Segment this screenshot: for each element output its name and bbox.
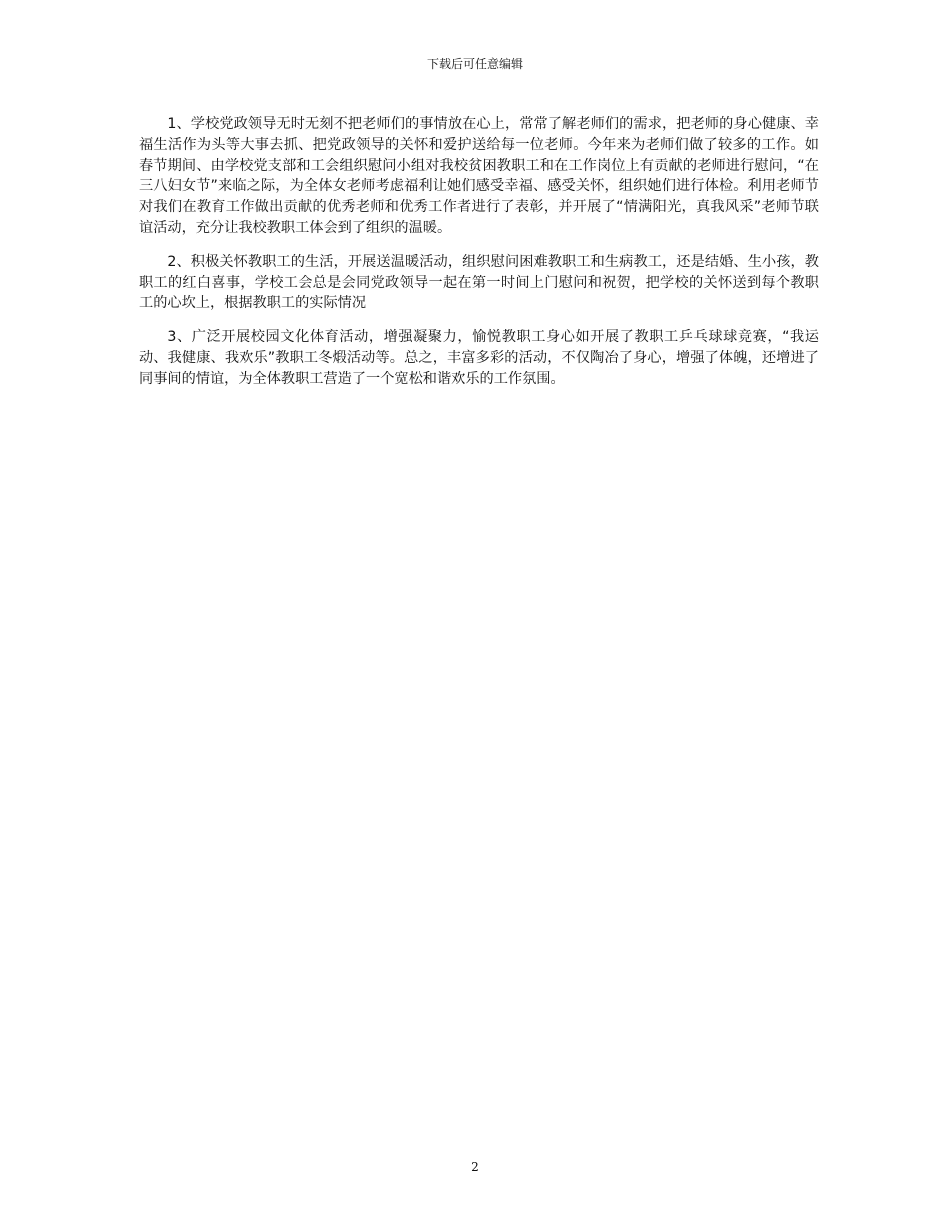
document-body <box>139 114 819 403</box>
page-header: 下载后可任意编辑 <box>426 57 523 71</box>
page-number: 2 <box>471 1160 479 1174</box>
paragraph-3: 3、广泛开展校园文化体育活动，增强凝聚力，愉悦教职工身心如开展了教职工乒乓球球竞赛，“我运动、我健康、我欢乐”教职工冬煅活动等。总之，丰富多彩的活动，不仅陶冶了身心，增强了体魄，还增进了同事间的情谊，为全体教职工营造了一个宽松和谐欢乐的工作氛围。 <box>139 329 819 387</box>
paragraph-2: 2、积极关怀教职工的生活，开展送温暖活动，组织慰问困难教职工和生病教工，还是结婚、生小孩，教职工的红白喜事，学校工会总是会同党政领导一起在第一时间上门慰问和祝贺，把学校的关怀送到每个教职工的心坎上，根据教职工的实际情况 <box>139 253 819 312</box>
paragraph-1: 1、学校党政领导无时无刻不把老师们的事情放在心上，常常了解老师们的需求，把老师的身心健康、幸福生活作为头等大事去抓、把党政领导的关怀和爱护送给每一位老师。今年来为老师们做了较多的工作。如春节期间、由学校党支部和工会组织慰问小组对我校贫困教职工和在工作岗位上有贡献的老师进行慰问，“在三八妇女节”来临之际，为全体女老师考虑福利让她们感受幸福、感受关怀，组织她们进行体检。利用老师节对我们在教育工作做出贡献的优秀老师和优秀工作者进行了表彰，并开展了“情满阳光，真我风采”老师节联谊活动，充分让我校教职工体会到了组织的温暖。 <box>139 116 819 236</box>
